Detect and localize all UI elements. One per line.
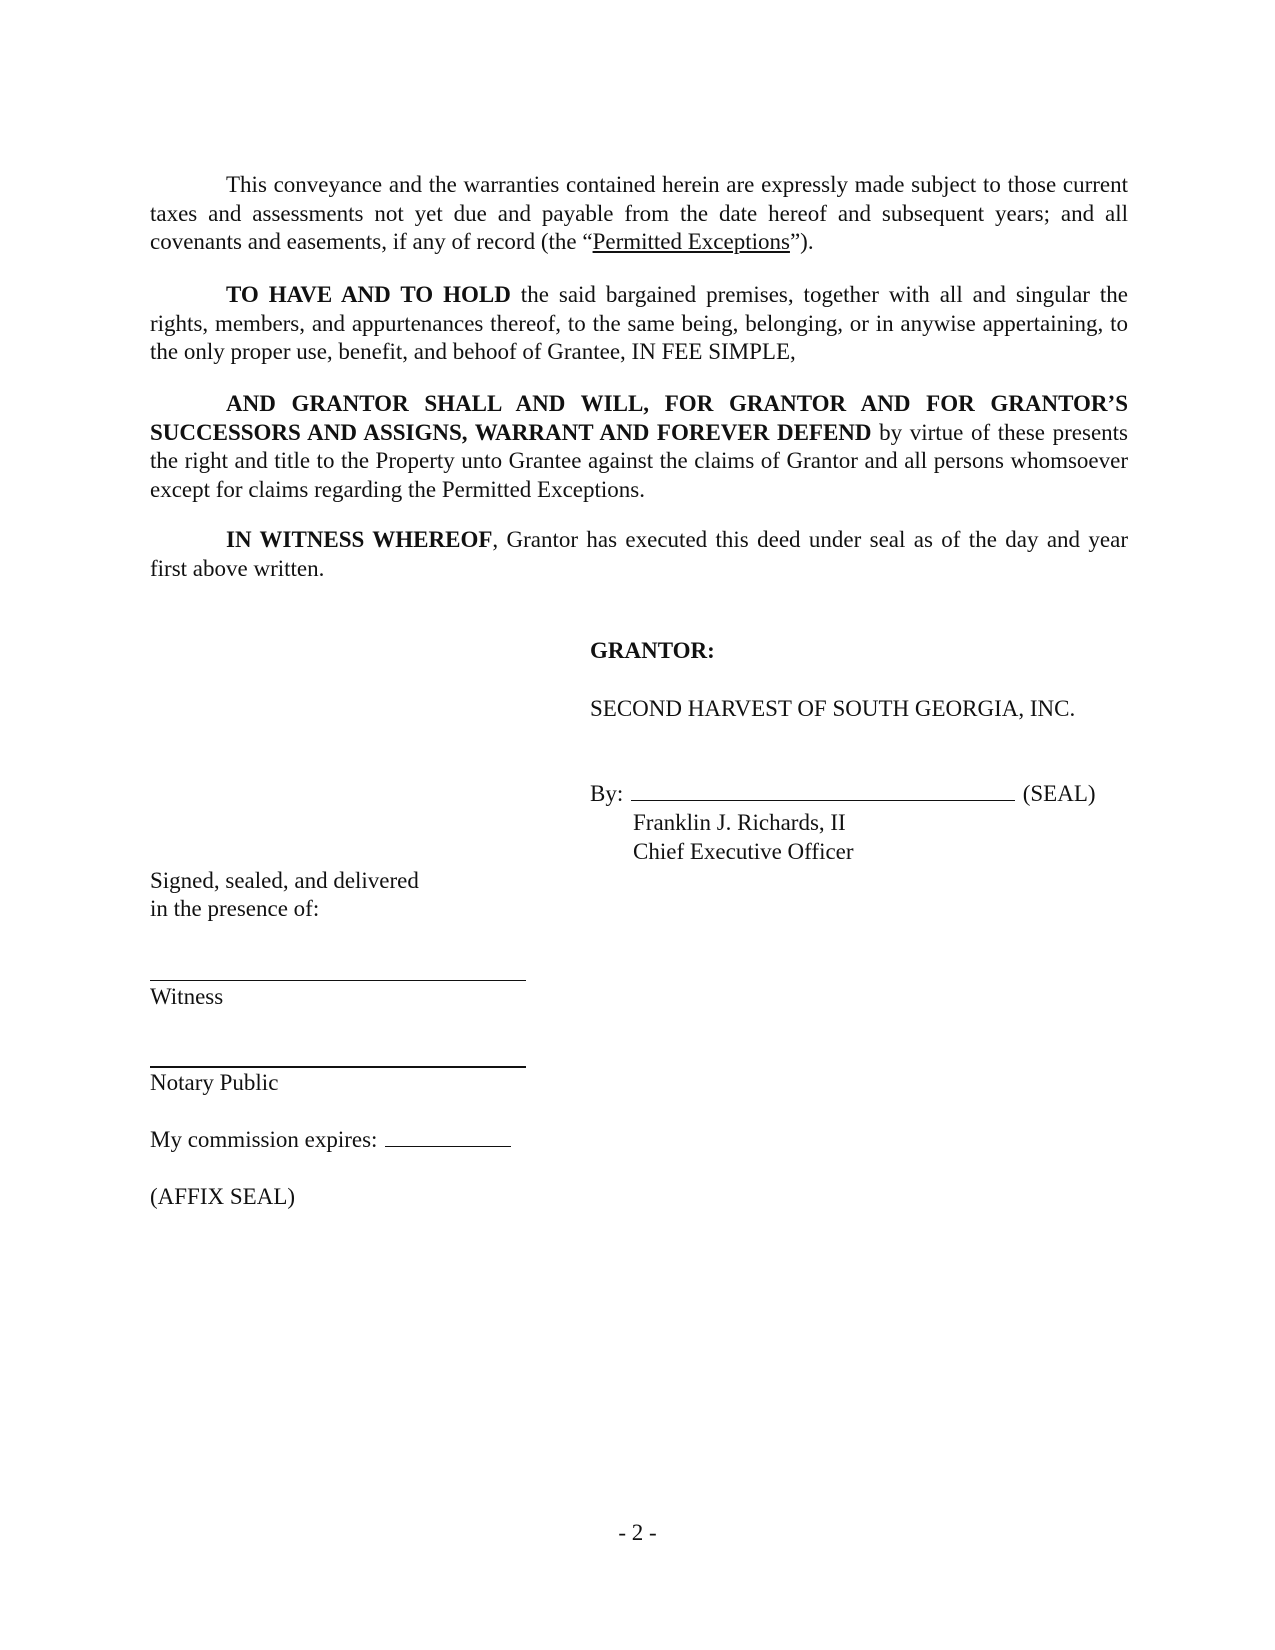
commission-label: My commission expires: bbox=[150, 1127, 378, 1152]
notary-signature-line[interactable] bbox=[150, 1066, 526, 1068]
seal-label: (SEAL) bbox=[1022, 781, 1096, 806]
affix-seal-label: (AFFIX SEAL) bbox=[150, 1184, 296, 1209]
commission-expires-line bbox=[150, 1126, 513, 1155]
commission-date-field[interactable] bbox=[385, 1126, 511, 1147]
paragraph-text: the said bargained premises, together with all and singular the rights, members, and appurtenances thereof, to the same being, belonging, or in anywise appertaining, to the only proper use, benefit, and behoof of Grantee, IN FEE SIMPLE, bbox=[150, 282, 1128, 364]
paragraph-warranty bbox=[150, 390, 1128, 504]
witness-signature-line[interactable] bbox=[150, 980, 526, 981]
paragraph-text: This conveyance and the warranties contained herein are expressly made subject to those current taxes and assessments not yet due and payable from the date hereof and subsequent years; and all covenants and easements, if any of record (the “ bbox=[150, 172, 1128, 254]
signer-name: Franklin J. Richards, II bbox=[633, 810, 846, 835]
bold-lead-in: TO HAVE AND TO HOLD bbox=[226, 282, 511, 307]
bold-lead-in: AND GRANTOR SHALL AND WILL, FOR GRANTOR AND FOR GRANTOR’S SUCCESSORS AND ASSIGNS, WARRANT AND FOREVER DEFEND bbox=[150, 391, 1128, 445]
paragraph-text: by virtue of these presents the right and title to the Property unto Grantee against the claims of Grantor and all persons whomsoever except for claims regarding the Permitted Exceptions. bbox=[150, 419, 1128, 502]
grantor-heading: GRANTOR: bbox=[590, 638, 715, 663]
grantor-entity-name: SECOND HARVEST OF SOUTH GEORGIA, INC. bbox=[590, 696, 1076, 721]
witness-intro-line1: Signed, sealed, and delivered bbox=[150, 868, 419, 893]
notary-label: Notary Public bbox=[150, 1070, 279, 1095]
paragraph-habendum bbox=[150, 281, 1128, 367]
grantor-signature-field[interactable] bbox=[631, 780, 1015, 801]
by-label: By: bbox=[590, 781, 624, 806]
paragraph-permitted-exceptions bbox=[150, 171, 1128, 257]
page-number: - 2 - bbox=[618, 1520, 657, 1545]
witness-intro-line2: in the presence of: bbox=[150, 896, 320, 921]
paragraph-testimonium bbox=[150, 526, 1128, 583]
grantor-signature-line bbox=[590, 780, 1096, 809]
signer-title: Chief Executive Officer bbox=[633, 839, 854, 864]
witness-label: Witness bbox=[150, 984, 224, 1009]
bold-lead-in: IN WITNESS WHEREOF bbox=[226, 527, 493, 552]
paragraph-text: ”). bbox=[789, 229, 814, 254]
defined-term-permitted-exceptions: Permitted Exceptions bbox=[592, 229, 790, 254]
paragraph-text: , Grantor has executed this deed under seal as of the day and year first above written. bbox=[150, 527, 1128, 581]
